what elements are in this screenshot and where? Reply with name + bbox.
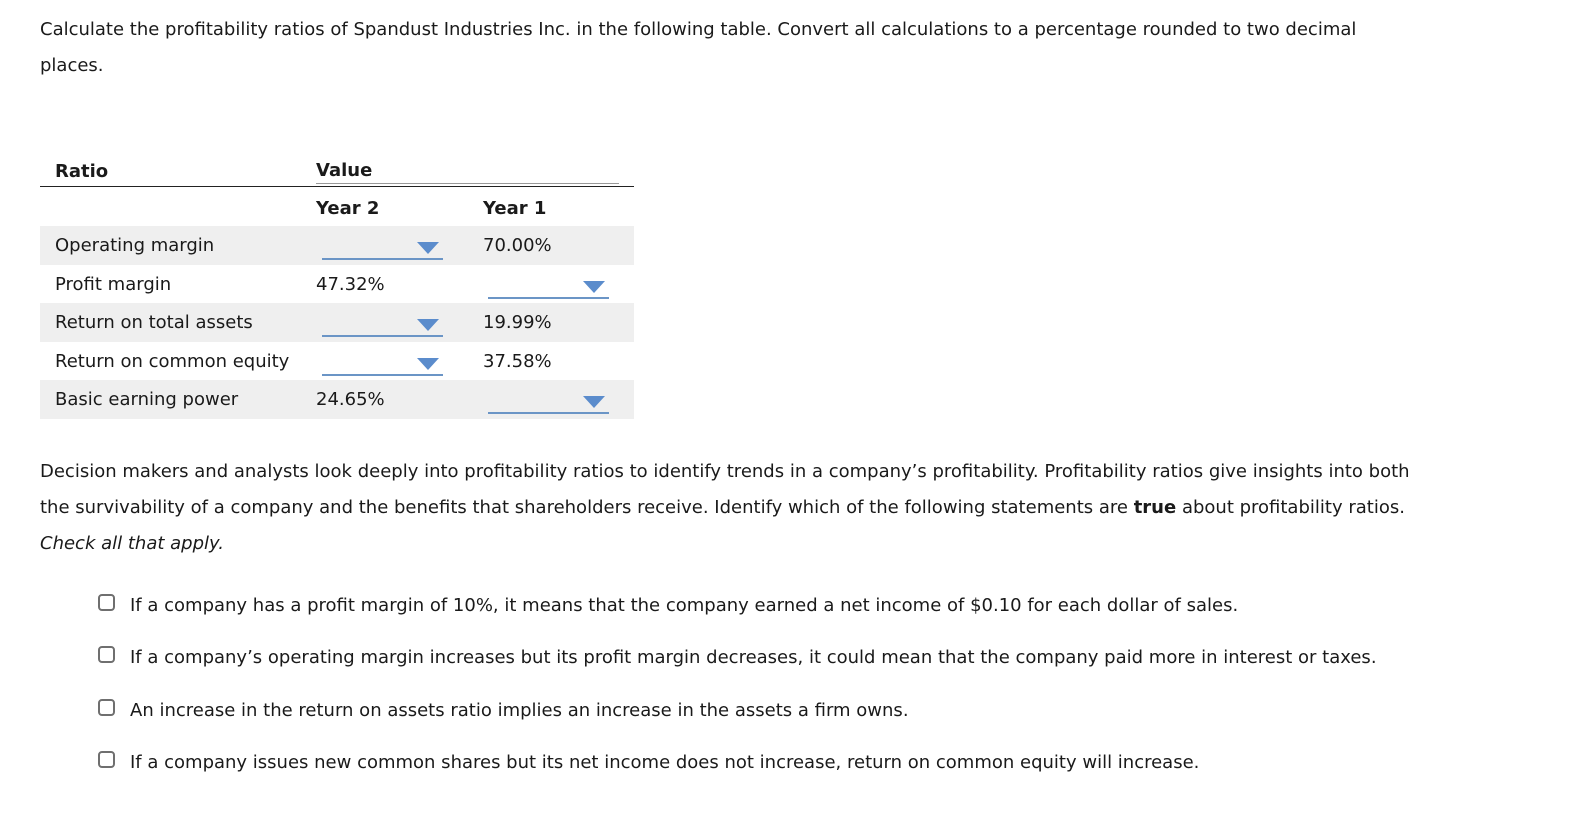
return-on-common-equity-year2-dropdown[interactable] bbox=[322, 350, 443, 376]
header-ratio: Ratio bbox=[55, 161, 109, 182]
option-text[interactable]: An increase in the return on assets ratio implies an increase in the assets a firm owns. bbox=[130, 699, 909, 721]
header-year1: Year 1 bbox=[483, 198, 547, 219]
answer-option[interactable] bbox=[98, 747, 1498, 799]
table-row-profit-margin bbox=[40, 265, 634, 304]
instructions-text: Calculate the profitability ratios of Spandust Industries Inc. in the following table. Convert all calculations to a percentage rounded to two decimal places. bbox=[40, 19, 1357, 76]
table-row-return-on-common-equity bbox=[40, 342, 634, 381]
row-label: Profit margin bbox=[55, 273, 172, 295]
answer-option[interactable] bbox=[98, 695, 1498, 747]
dropdown-arrow-icon bbox=[583, 396, 605, 408]
table-row-operating-margin bbox=[40, 226, 634, 265]
dropdown-arrow-icon bbox=[417, 319, 439, 331]
question-hint: Check all that apply. bbox=[40, 533, 224, 554]
option-checkbox[interactable] bbox=[98, 699, 115, 716]
option-checkbox[interactable] bbox=[98, 646, 115, 663]
dropdown-arrow-icon bbox=[417, 358, 439, 370]
question-text-end: about profitability ratios. bbox=[1176, 497, 1405, 518]
profit-margin-year2-value: 47.32% bbox=[316, 273, 385, 295]
option-text[interactable]: If a company has a profit margin of 10%, it means that the company earned a net income of $0.10 for each dollar of sales. bbox=[130, 595, 1239, 616]
table-row-basic-earning-power bbox=[40, 380, 634, 419]
basic-earning-power-year1-dropdown[interactable] bbox=[488, 388, 609, 414]
row-label: Operating margin bbox=[55, 235, 215, 256]
header-value: Value bbox=[316, 160, 373, 181]
dropdown-arrow-icon bbox=[417, 242, 439, 254]
value-header-divider bbox=[316, 183, 619, 184]
question-text bbox=[40, 454, 1420, 562]
operating-margin-year1-value: 70.00% bbox=[483, 235, 552, 256]
table-subheader bbox=[40, 188, 634, 226]
return-on-common-equity-year1-value: 37.58% bbox=[483, 350, 552, 372]
dropdown-arrow-icon bbox=[583, 281, 605, 293]
answer-option[interactable] bbox=[98, 590, 1498, 642]
row-label: Basic earning power bbox=[55, 389, 239, 410]
table-header bbox=[40, 152, 634, 188]
option-text[interactable]: If a company’s operating margin increases but its profit margin decreases, it could mean that the company paid more in interest or taxes. bbox=[130, 647, 1377, 669]
return-on-total-assets-year1-value: 19.99% bbox=[483, 312, 552, 333]
ratio-table bbox=[40, 152, 634, 419]
answer-options bbox=[98, 590, 1498, 799]
header-divider bbox=[40, 186, 634, 187]
option-text[interactable]: If a company issues new common shares but its net income does not increase, return on common equity will increase. bbox=[130, 751, 1200, 773]
question-bold-word: true bbox=[1133, 497, 1177, 518]
option-checkbox[interactable] bbox=[98, 594, 115, 611]
question-text-start: Decision makers and analysts look deeply into profitability ratios to identify trends in a company’s profitability. Profitability ratios give insights into both the survivability of a company and the benefits that shareholders receive. Identify which of the following statements are bbox=[40, 461, 1410, 518]
answer-option[interactable] bbox=[98, 642, 1498, 694]
profit-margin-year1-dropdown[interactable] bbox=[488, 273, 609, 299]
table-row-return-on-total-assets bbox=[40, 303, 634, 342]
basic-earning-power-year2-value: 24.65% bbox=[316, 389, 385, 410]
row-label: Return on common equity bbox=[55, 350, 290, 372]
header-year2: Year 2 bbox=[316, 198, 380, 219]
option-checkbox[interactable] bbox=[98, 751, 115, 768]
operating-margin-year2-dropdown[interactable] bbox=[322, 234, 443, 260]
return-on-total-assets-year2-dropdown[interactable] bbox=[322, 311, 443, 337]
row-label: Return on total assets bbox=[55, 312, 253, 333]
